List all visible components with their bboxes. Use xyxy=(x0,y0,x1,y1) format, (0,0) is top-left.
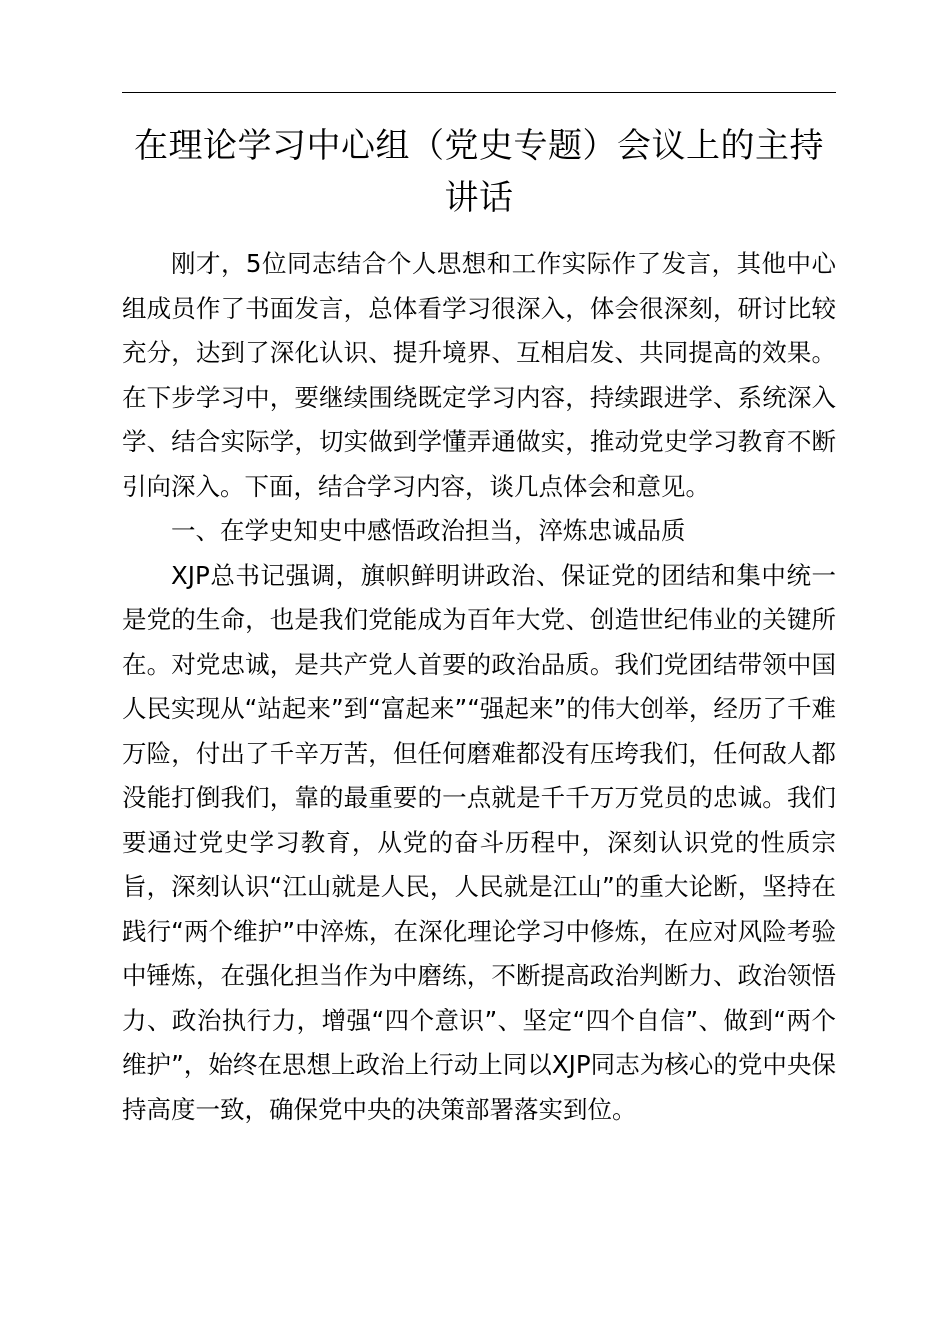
document-body xyxy=(122,242,836,1132)
title-line-2: 讲话 xyxy=(444,178,514,218)
section-1-paragraph: XJP总书记强调，旗帜鲜明讲政治、保证党的团结和集中统一是党的生命，也是我们党能成为百年大党、创造世纪伟业的关键所在。对党忠诚，是共产党人首要的政治品质。我们党团结带领中国人民实现从“站起来”到“富起来”“强起来”的伟大创举，经历了千难万险，付出了千辛万苦，但任何磨难都没有压垮我们，任何敌人都没能打倒我们，靠的最重要的一点就是千千万万党员的忠诚。我们要通过党史学习教育，从党的奋斗历程中，深刻认识党的性质宗旨，深刻认识“江山就是人民，人民就是江山”的重大论断，坚持在践行“两个维护”中淬炼，在深化理论学习中修炼，在应对风险考验中锤炼，在强化担当作为中磨练，不断提高政治判断力、政治领悟力、政治执行力，增强“四个意识”、坚定“四个自信”、做到“两个维护”，始终在思想上政治上行动上同以XJP同志为核心的党中央保持高度一致，确保党中央的决策部署落实到位。 xyxy=(122,560,836,1124)
intro-paragraph: 刚才，5位同志结合个人思想和工作实际作了发言，其他中心组成员作了书面发言，总体看学习很深入，体会很深刻，研讨比较充分，达到了深化认识、提升境界、互相启发、共同提高的效果。在下步学习中，要继续围绕既定学习内容，持续跟进学、系统深入学、结合实际学，切实做到学懂弄通做实，推动党史学习教育不断引向深入。下面，结合学习内容，谈几点体会和意见。 xyxy=(122,249,836,501)
title-line-1: 在理论学习中心组（党史专题）会议上的主持 xyxy=(134,126,824,166)
section-heading-1: 一、在学史知史中感悟政治担当，淬炼忠诚品质 xyxy=(171,516,686,545)
header-rule xyxy=(122,92,836,93)
document-title xyxy=(122,120,836,224)
